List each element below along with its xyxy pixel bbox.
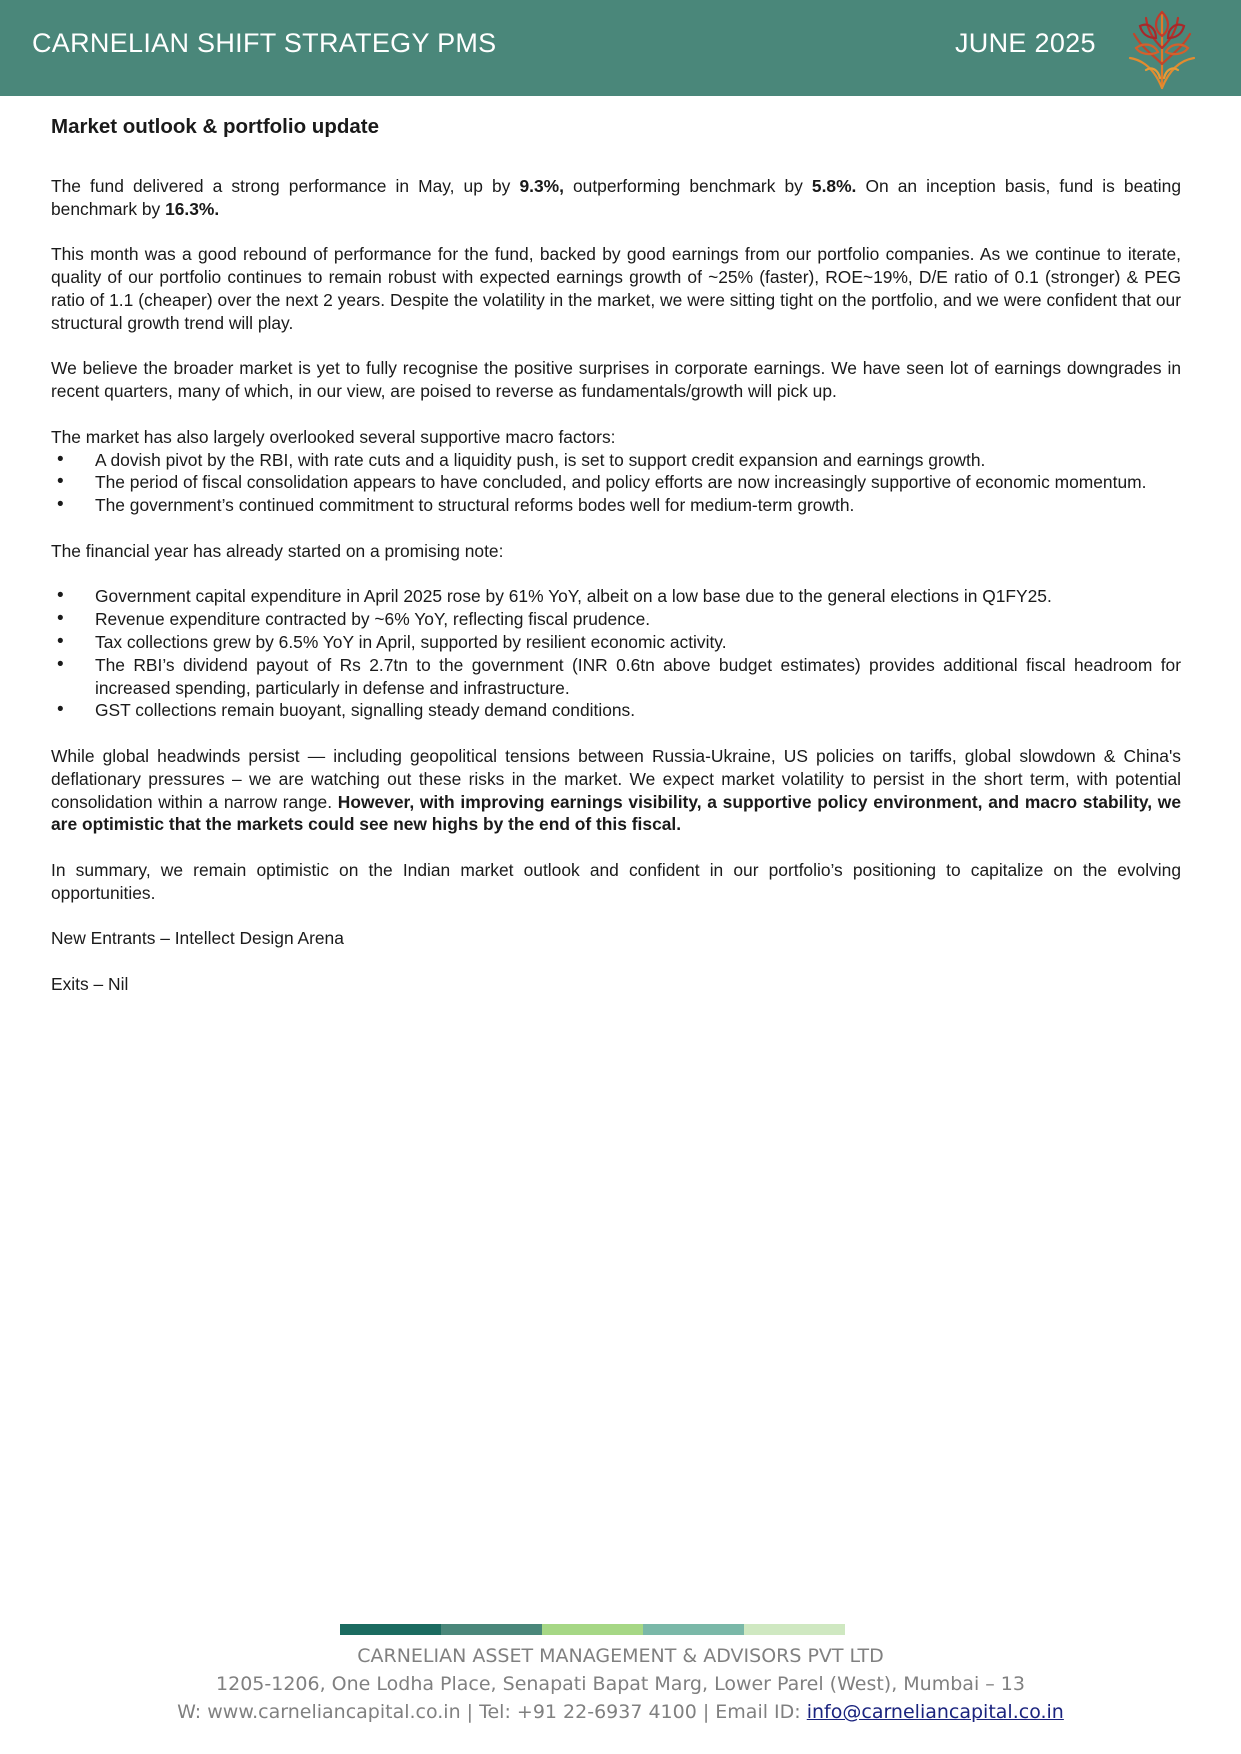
list-item: • The period of fiscal consolidation appears to have concluded, and policy efforts are now increasingly supportive of economic momentum. [51,471,1181,494]
optimism-statement: However, with improving earnings visibility, a supportive policy environment, and macro stability, we are optimistic that the markets could see new highs by the end of this fiscal. [51,791,1181,835]
text-run: The fund delivered a strong performance in May, up by [51,176,520,196]
earnings-paragraph: We believe the broader market is yet to fully recognise the positive surprises in corporate earnings. We have seen lot of earnings downgrades in recent quarters, many of which, in our view, are poised to reverse as fundamentals/growth will pick up. [51,358,1181,402]
report-date: JUNE 2025 [955,28,1096,58]
new-entrants: New Entrants – Intellect Design Arena [51,928,344,949]
footer-company: CARNELIAN ASSET MANAGEMENT & ADVISORS PVT LTD [357,1645,884,1667]
article-heading: Market outlook & portfolio update [51,115,379,138]
list-item: • GST collections remain buoyant, signalling steady demand conditions. [51,699,1181,722]
text-run: outperforming benchmark by [563,176,812,196]
summary-paragraph: In summary, we remain optimistic on the Indian market outlook and confident in our portfolio’s positioning to capitalize on the evolving opportunities. [51,859,1181,903]
performance-paragraph [51,175,1181,221]
list-item: • Tax collections grew by 6.5% YoY in April, supported by resilient economic activity. [51,631,1181,654]
article-body [51,114,1181,1018]
list-item: • Revenue expenditure contracted by ~6% YoY, reflecting fiscal prudence. [51,608,1181,631]
fy-intro: The financial year has already started on a promising note: [51,540,504,561]
outperformance-value: 5.8%. [811,176,857,196]
contact-details: W: www.carneliancapital.co.in | Tel: +91 22-6937 4100 | Email ID: [177,1701,807,1723]
inception-outperformance-value: 16.3%. [165,198,220,219]
email-link[interactable]: info@carneliancapital.co.in [806,1701,1064,1723]
color-segment [643,1624,744,1635]
macro-factors-list [51,449,1181,517]
color-segment [542,1624,643,1635]
fy-indicators-list [51,585,1181,722]
lotus-logo-icon [1124,4,1200,90]
list-item: • A dovish pivot by the RBI, with rate cuts and a liquidity push, is set to support credit expansion and earnings growth. [51,449,1181,472]
page-header [0,0,1241,96]
text-run: On an inception basis, fund is beating benchmark by [51,176,1181,219]
macro-intro: The market has also largely overlooked several supportive macro factors: [51,426,616,447]
portfolio-quality-paragraph: This month was a good rebound of performance for the fund, backed by good earnings from our portfolio companies. As we continue to iterate, quality of our portfolio continues to remain robust with expected earnings growth of ~25% (faster), ROE~19%, D/E ratio of 0.1 (stronger) & PEG ratio of 1.1 (cheaper) over the next 2 years. Despite the volatility in the market, we were sitting tight on the portfolio, and we were confident that our structural growth trend will play. [51,244,1181,333]
strategy-title: CARNELIAN SHIFT STRATEGY PMS [32,28,497,58]
global-headwinds-paragraph [51,745,1181,836]
footer-contact [0,1701,1241,1723]
list-item: • The RBI’s dividend payout of Rs 2.7tn to the government (INR 0.6tn above budget estimates) provides additional fiscal headroom for increased spending, particularly in defense and infrastructure. [51,654,1181,700]
list-item: • The government’s continued commitment to structural reforms bodes well for medium-term growth. [51,494,1181,517]
footer-address: 1205-1206, One Lodha Place, Senapati Bapat Marg, Lower Parel (West), Mumbai – 13 [216,1673,1025,1695]
text-run: While global headwinds persist — including geopolitical tensions between Russia-Ukraine, US policies on tariffs, global slowdown & China's deflationary pressures – we are watching out these risks in the market. We expect market volatility to persist in the short term, with potential consolidation within a narrow range. [51,745,1181,812]
color-segment [441,1624,542,1635]
color-segment [340,1624,441,1635]
list-item: • Government capital expenditure in April 2025 rose by 61% YoY, albeit on a low base due to the general elections in Q1FY25. [51,585,1181,608]
spacer [51,563,1181,586]
footer-color-bar [340,1624,845,1635]
color-segment [744,1624,845,1635]
fund-return-value: 9.3%, [519,176,564,196]
exits: Exits – Nil [51,973,129,994]
